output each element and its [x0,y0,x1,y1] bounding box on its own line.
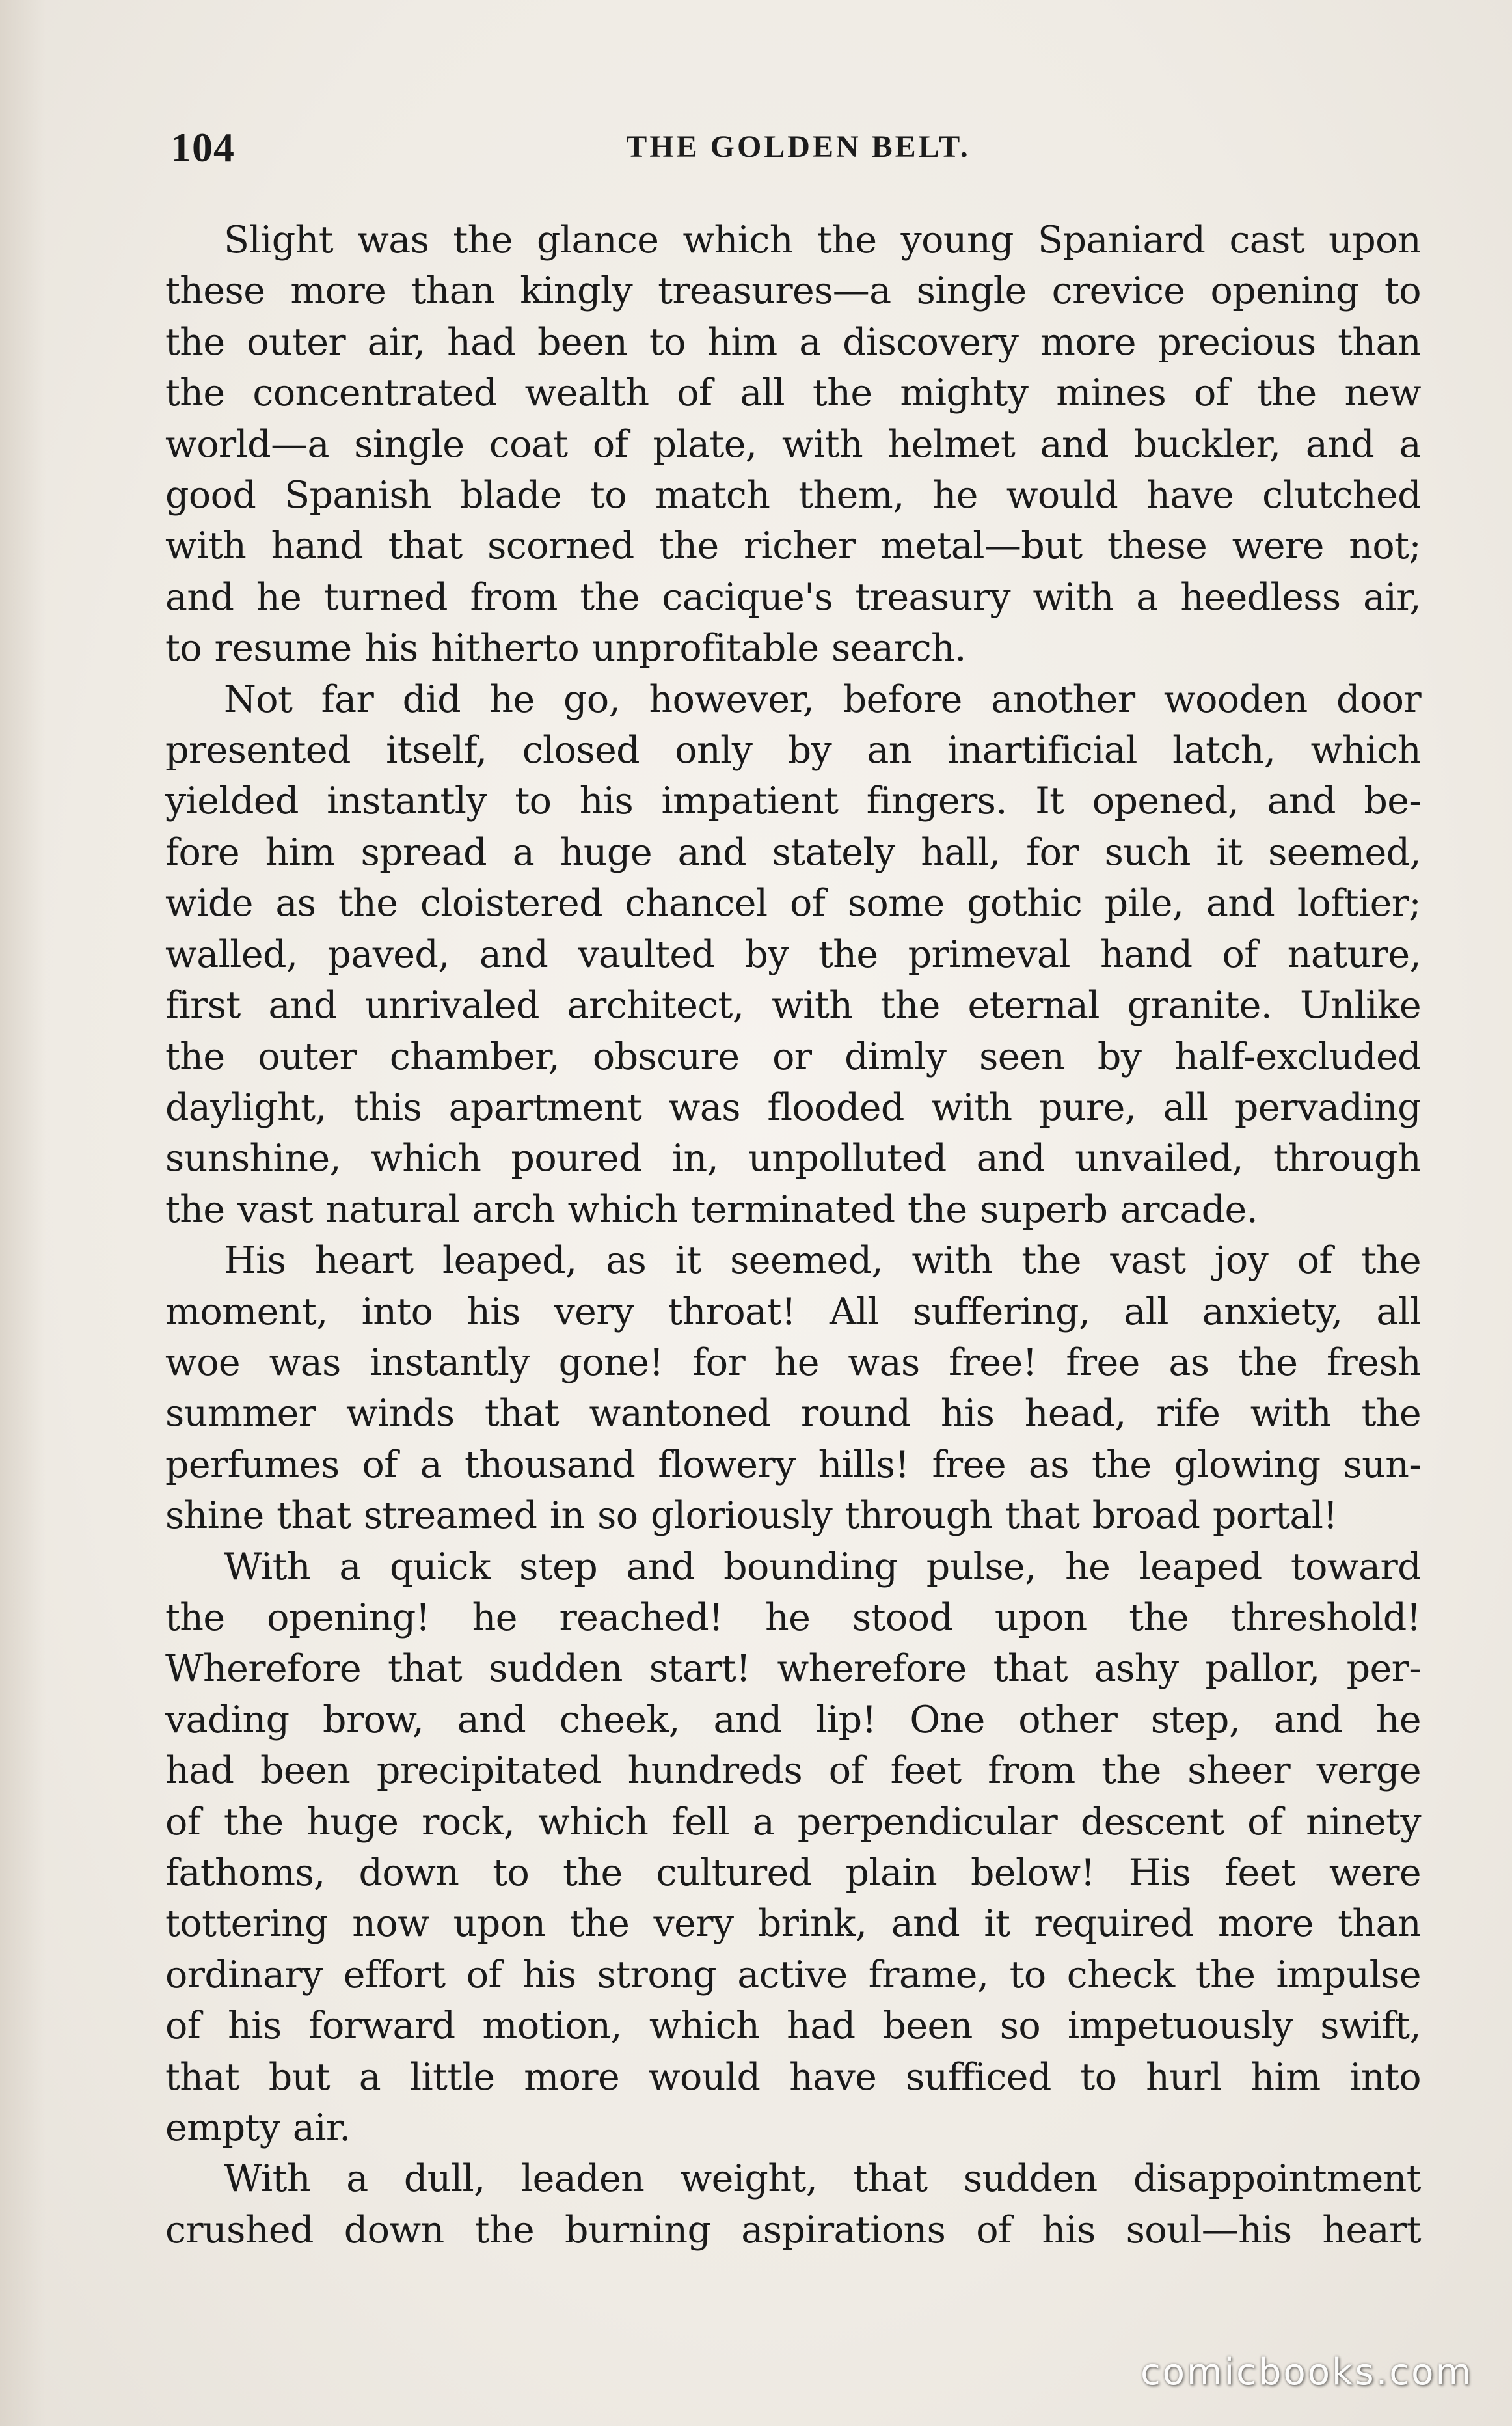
text-line: walled, paved, and vaulted by the primeval hand of nature, [165,933,1421,976]
page-edge-shadow [0,0,46,2426]
text-line: world—a single coat of plate, with helmet and buckler, and a [165,422,1421,466]
text-line: empty air. [165,2106,351,2150]
text-line: the outer air, had been to him a discovery more precious than [165,320,1421,364]
text-line: Not far did he go, however, before another wooden door [224,677,1421,721]
text-line: daylight, this apartment was flooded with pure, all pervading [165,1085,1421,1129]
text-line: that but a little more would have sufficed to hurl him into [165,2055,1421,2099]
text-line: the vast natural arch which terminated the superb arcade. [165,1188,1258,1231]
text-line: the concentrated wealth of all the mighty mines of the new [165,372,1421,415]
text-line: vading brow, and cheek, and lip! One other step, and he [165,1698,1421,1741]
text-line: shine that streamed in so gloriously through that broad portal! [165,1494,1338,1538]
text-line: yielded instantly to his impatient fingers. It opened, and be- [165,780,1421,823]
watermark: comicbooks.com [1140,2351,1473,2393]
text-line: With a dull, leaden weight, that sudden disappointment [224,2157,1421,2201]
text-line: wide as the cloistered chancel of some gothic pile, and loftier; [165,882,1421,925]
text-line: sunshine, which poured in, unpolluted and unvailed, through [165,1137,1421,1180]
text-line: fathoms, down to the cultured plain below! His feet were [165,1851,1421,1894]
text-line: crushed down the burning aspirations of his soul—his heart [165,2208,1421,2252]
paragraph [165,215,1421,674]
text-line: moment, into his very throat! All suffering, all anxiety, all [165,1290,1421,1333]
page-number: 104 [170,124,235,170]
paragraph [165,674,1421,1235]
body-text [165,215,1421,2256]
text-line: tottering now upon the very brink, and it required more than [165,1902,1421,1946]
page-header [170,124,1426,176]
paragraph [165,1542,1421,2154]
running-head: THE GOLDEN BELT. [626,129,971,164]
text-line: with hand that scorned the richer metal—but these were not; [165,525,1421,568]
text-line: and he turned from the cacique's treasury with a heedless air, [165,575,1421,619]
paragraph [165,2153,1421,2256]
text-line: the opening! he reached! he stood upon the threshold! [165,1596,1421,1639]
paragraph [165,1235,1421,1541]
text-line: presented itself, closed only by an inartificial latch, which [165,729,1421,772]
text-line: good Spanish blade to match them, he would have clutched [165,474,1421,517]
text-line: Wherefore that sudden start! wherefore that ashy pallor, per- [165,1647,1421,1691]
text-line: these more than kingly treasures—a single crevice opening to [165,269,1421,313]
text-line: first and unrivaled architect, with the eternal granite. Unlike [165,984,1421,1028]
text-line: of his forward motion, which had been so impetuously swift, [165,2004,1421,2048]
text-line: perfumes of a thousand flowery hills! free as the glowing sun- [165,1443,1421,1486]
text-line: With a quick step and bounding pulse, he leaped toward [224,1545,1421,1588]
text-line: of the huge rock, which fell a perpendicular descent of ninety [165,1800,1421,1844]
text-line: woe was instantly gone! for he was free! free as the fresh [165,1341,1421,1384]
text-line: the outer chamber, obscure or dimly seen by half-excluded [165,1035,1421,1078]
text-line: had been precipitated hundreds of feet from the sheer verge [165,1749,1421,1793]
text-line: to resume his hitherto unprofitable search. [165,627,966,670]
text-line: Slight was the glance which the young Spaniard cast upon [224,219,1421,262]
text-line: His heart leaped, as it seemed, with the vast joy of the [224,1239,1421,1283]
text-line: ordinary effort of his strong active frame, to check the impulse [165,1953,1421,1997]
text-line: fore him spread a huge and stately hall, for such it seemed, [165,830,1421,874]
text-line: summer winds that wantoned round his head, rife with the [165,1392,1421,1436]
